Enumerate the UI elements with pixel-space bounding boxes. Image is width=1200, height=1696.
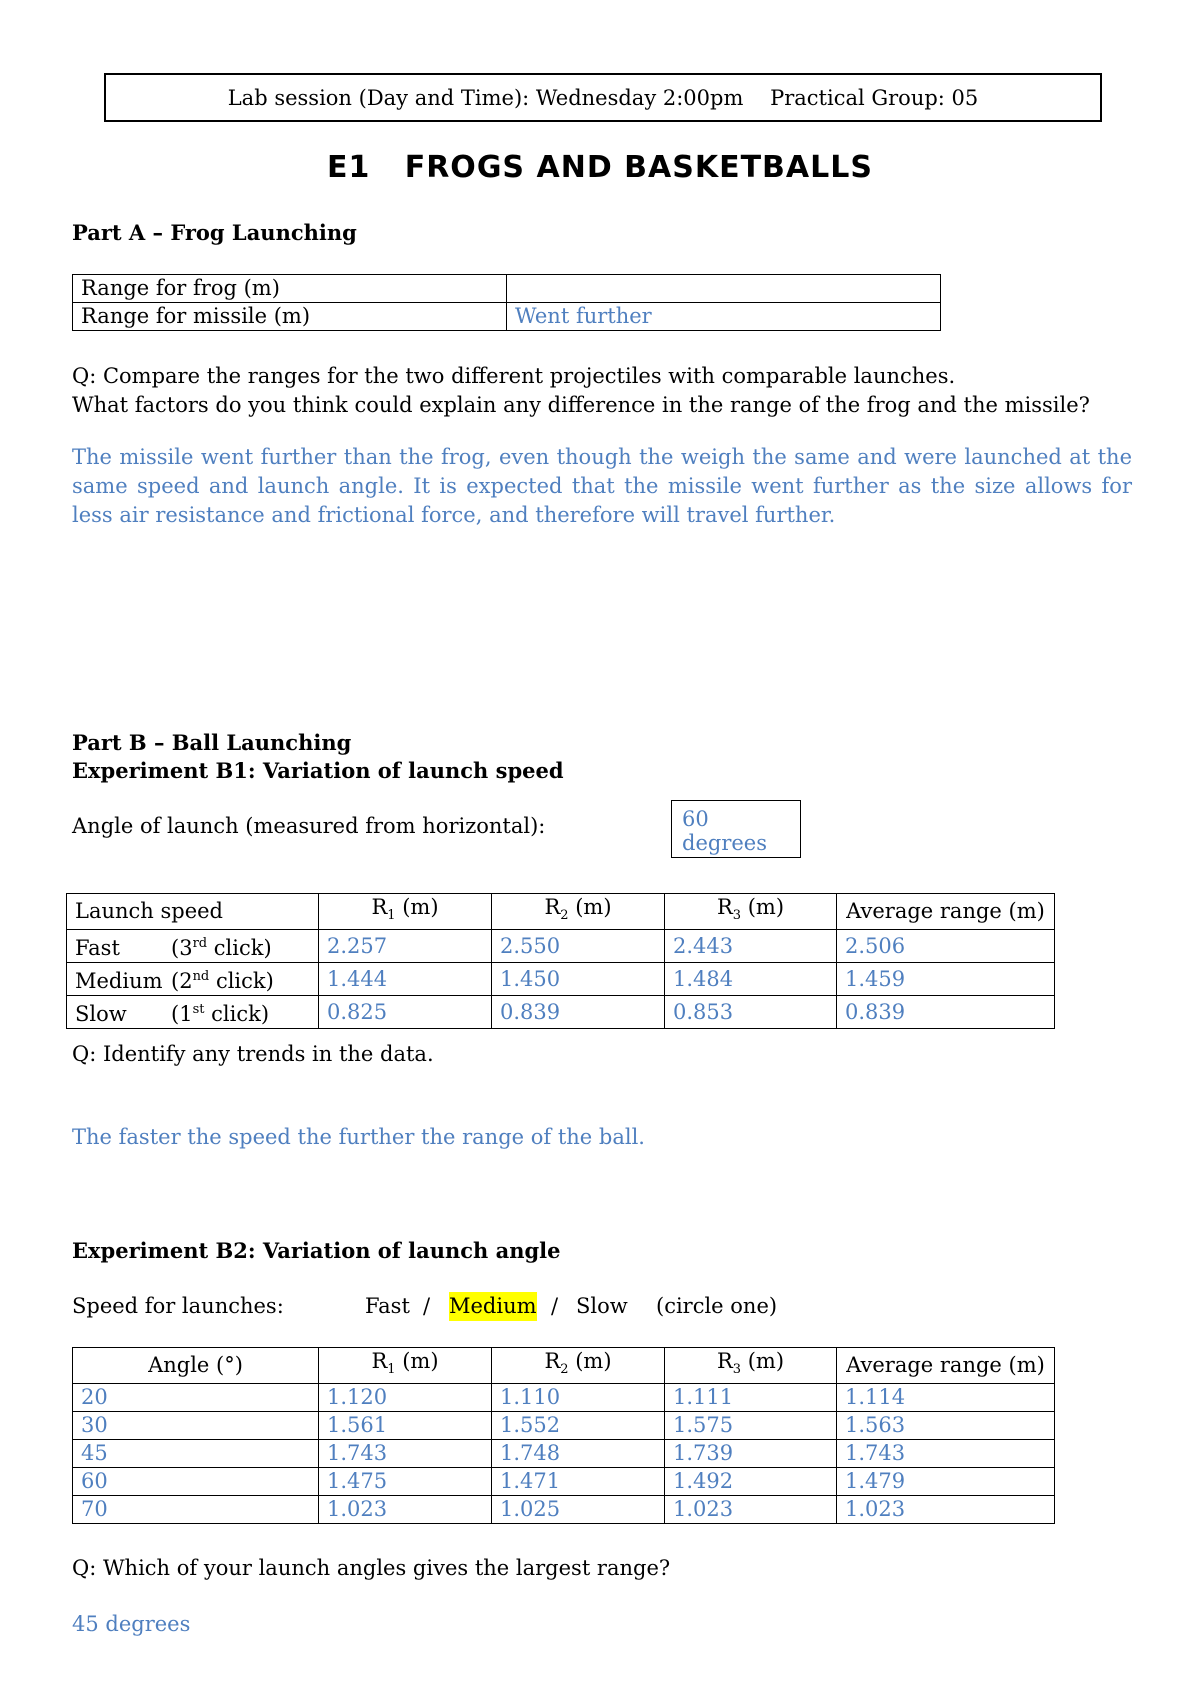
table-cell: Range for frog (m) [73,275,507,303]
table-row [73,1384,1055,1412]
angle-cell: 45 [73,1440,319,1468]
angle-label: Angle of launch (measured from horizontal): [72,814,546,838]
speed-label: Speed for launches: [72,1294,284,1318]
table-cell: 2.506 [837,930,1055,963]
table-cell: 1.120 [319,1384,492,1412]
speed-option-fast: Fast [365,1294,410,1318]
table-row [73,1440,1055,1468]
table-cell: 1.110 [492,1384,665,1412]
angle-cell: 20 [73,1384,319,1412]
part-a-heading: Part A – Frog Launching [72,220,357,245]
table-cell: 1.023 [665,1496,837,1524]
table-row [67,996,1055,1029]
table-cell: 1.475 [319,1468,492,1496]
angle-cell: 30 [73,1412,319,1440]
lab-session-text: Lab session (Day and Time): Wednesday 2:00pm Practical Group: 05 [227,85,979,110]
table-cell: 1.484 [665,963,837,996]
angle-value-box [671,800,801,858]
question-text: Q: Which of your launch angles gives the largest range? [72,1556,671,1580]
answer-text: 45 degrees [72,1612,191,1636]
b2-table [72,1347,1055,1524]
table-cell: 1.748 [492,1440,665,1468]
speed-cell: Slow (1st click) [67,996,319,1029]
question-text: Q: Identify any trends in the data. [72,1042,434,1066]
table-cell: 1.025 [492,1496,665,1524]
header-cell: Angle (°) [73,1348,319,1384]
table-header-row [67,894,1055,930]
table-cell [507,275,941,303]
table-cell: 1.444 [319,963,492,996]
table-cell: 1.575 [665,1412,837,1440]
header-cell: $R_3$ (m) [665,894,837,930]
speed-option-slow: Slow [576,1294,628,1318]
answer-text: The faster the speed the further the range of the ball. [72,1125,645,1149]
table-header-row [73,1348,1055,1384]
table-cell: 1.743 [319,1440,492,1468]
table-cell: 1.114 [837,1384,1055,1412]
table-cell: 2.257 [319,930,492,963]
table-cell: 2.550 [492,930,665,963]
header-cell: $R_2$ (m) [492,1348,665,1384]
table-cell: 1.471 [492,1468,665,1496]
table-cell: 1.023 [837,1496,1055,1524]
table-cell: 1.563 [837,1412,1055,1440]
table-row [73,1412,1055,1440]
experiment-b1-heading: Experiment B1: Variation of launch speed [72,758,564,783]
table-cell: 1.492 [665,1468,837,1496]
table-cell: 0.825 [319,996,492,1029]
question-text: Q: Compare the ranges for the two different projectiles with comparable launches. [72,364,956,388]
table-cell: 1.111 [665,1384,837,1412]
header-cell: $R_3$ (m) [665,1348,837,1384]
header-cell: $R_2$ (m) [492,894,665,930]
option-separator: / [423,1294,431,1318]
table-row [73,1496,1055,1524]
question-text: What factors do you think could explain any difference in the range of the frog and the missile? [72,393,1090,417]
speed-cell: Medium (2nd click) [67,963,319,996]
angle-cell: 70 [73,1496,319,1524]
table-row [67,930,1055,963]
header-cell: Average range (m) [837,894,1055,930]
lab-session-header [104,73,1102,122]
experiment-b2-heading: Experiment B2: Variation of launch angle [72,1238,561,1263]
b2-table-body [73,1384,1055,1524]
answer-paragraph: The missile went further than the frog, even though the weigh the same and were launched at the same speed and launch angle. It is expected that the missile went further as the size allows for less air resistance and frictional force, and therefore will travel further. [72,445,1132,527]
part-b-heading: Part B – Ball Launching [72,730,352,755]
table-cell: Range for missile (m) [73,303,507,331]
table-row [73,1468,1055,1496]
angle-value: 60 degrees [682,807,767,855]
header-cell: $R_1$ (m) [319,1348,492,1384]
header-cell: $R_1$ (m) [319,894,492,930]
table-cell: 1.552 [492,1412,665,1440]
b1-table [66,893,1055,1029]
table-cell: 0.853 [665,996,837,1029]
table-cell: 1.739 [665,1440,837,1468]
table-row [73,303,941,331]
table-cell: 1.450 [492,963,665,996]
header-cell: Launch speed [67,894,319,930]
table-cell: 1.561 [319,1412,492,1440]
angle-cell: 60 [73,1468,319,1496]
table-cell: 1.023 [319,1496,492,1524]
header-cell: Average range (m) [837,1348,1055,1384]
table-cell: 2.443 [665,930,837,963]
table-cell: 1.743 [837,1440,1055,1468]
table-cell: Went further [507,303,941,331]
speed-option-medium-selected: Medium [449,1292,537,1321]
circle-note: (circle one) [656,1294,778,1318]
table-cell: 0.839 [837,996,1055,1029]
option-separator: / [551,1294,559,1318]
page-title: E1 FROGS AND BASKETBALLS [327,150,873,185]
speed-cell: Fast (3rd click) [67,930,319,963]
table-cell: 1.479 [837,1468,1055,1496]
table-cell: 1.459 [837,963,1055,996]
part-a-table [72,274,941,331]
table-cell: 0.839 [492,996,665,1029]
table-row [67,963,1055,996]
table-row [73,275,941,303]
